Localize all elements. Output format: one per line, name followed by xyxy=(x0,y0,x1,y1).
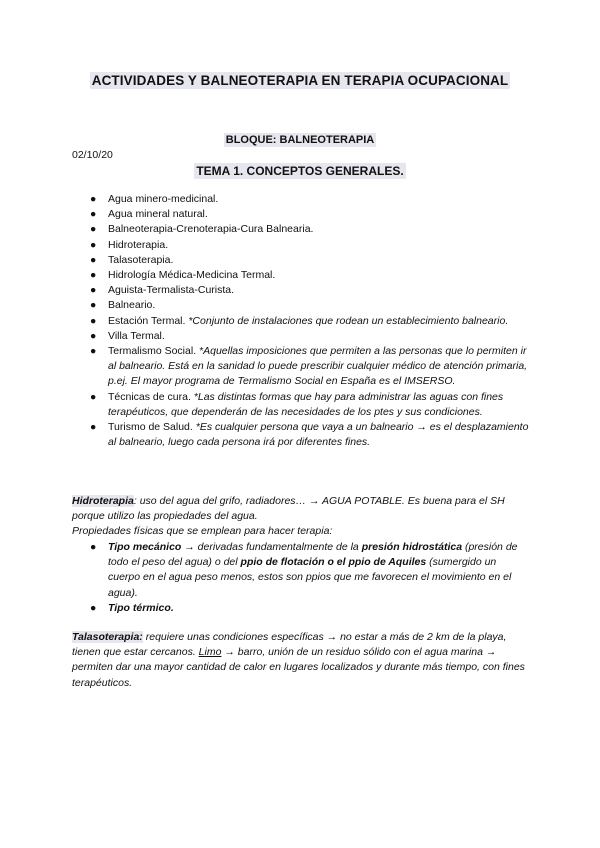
bullet-icon: ● xyxy=(90,269,97,282)
list-item xyxy=(90,298,530,313)
hidroterapia-text: : uso del agua del grifo, radiadores… → AGUA POTABLE. Es buena para el SH porque utilizo las propiedades del agua. xyxy=(72,495,505,523)
concept-note: *Las distintas formas que hay para administrar las aguas con fines terapéuticos, que dependerán de las necesidades de los ptes y sus condiciones. xyxy=(108,390,504,418)
property-term: Tipo térmico. xyxy=(108,601,174,614)
concept-note: *Aquellas imposiciones que permiten a las personas que lo permiten ir al balneario. Está en la sanidad lo puede prescribir cualquier médico de atención primaria, p.ej. El mayor programa de Termalismo Social en España es el IMSERSO. xyxy=(108,345,528,388)
bullet-icon: ● xyxy=(90,345,97,358)
list-item xyxy=(90,344,530,390)
concept-note: *Es cualquier persona que vaya a un balneario → es el desplazamiento al balneario, luego cada persona irá por diferentes fines. xyxy=(108,421,529,449)
concept-text: Estación Termal. xyxy=(108,314,189,327)
bullet-icon: ● xyxy=(90,390,97,403)
concepts-list xyxy=(90,192,530,450)
date-label: 02/10/20 xyxy=(72,149,113,161)
list-item xyxy=(90,283,530,298)
concept-text: Agua mineral natural. xyxy=(108,208,208,221)
concept-text: Técnicas de cura. xyxy=(108,390,194,403)
block-title-text: BLOQUE: BALNEOTERAPIA xyxy=(225,134,375,146)
bullet-icon: ● xyxy=(90,253,97,266)
concept-text: Termalismo Social. xyxy=(108,345,200,358)
talasoterapia-term: Talasoterapia: xyxy=(72,631,143,643)
document-title xyxy=(0,72,600,90)
concept-text: Aguista-Termalista-Curista. xyxy=(108,284,235,297)
list-item xyxy=(90,192,530,207)
hidroterapia-paragraph xyxy=(72,494,530,540)
talasoterapia-text: requiere unas condiciones específicas → no estar a más de 2 km de la playa, tienen que estar cercanos. xyxy=(72,631,507,659)
list-item xyxy=(90,222,530,237)
list-item xyxy=(90,314,530,329)
bullet-icon: ● xyxy=(90,329,97,342)
tema-title-text: TEMA 1. CONCEPTOS GENERALES. xyxy=(196,164,404,178)
list-item xyxy=(90,390,530,420)
concept-text: Talasoterapia. xyxy=(108,253,174,266)
property-text: → derivadas fundamentalmente de la xyxy=(181,541,362,553)
list-item xyxy=(90,601,530,616)
list-item xyxy=(90,329,530,344)
concept-text: Balneoterapia-Crenoterapia-Cura Balnearia. xyxy=(108,223,314,236)
block-title xyxy=(0,130,600,148)
list-item xyxy=(90,420,530,450)
concept-text: Turismo de Salud. xyxy=(108,421,196,434)
list-item xyxy=(90,238,530,253)
concept-text: Balneario. xyxy=(108,299,156,312)
bullet-icon: ● xyxy=(90,193,97,205)
property-text: (presión de todo el peso del agua) o del xyxy=(108,541,518,569)
list-item xyxy=(90,207,530,222)
concept-text: Hidrología Médica-Medicina Termal. xyxy=(108,269,276,282)
limo-term: Limo xyxy=(198,646,222,659)
bullet-icon: ● xyxy=(90,314,97,327)
concept-note: *Conjunto de instalaciones que rodean un establecimiento balneario. xyxy=(188,314,509,327)
talasoterapia-paragraph xyxy=(72,630,530,691)
list-item xyxy=(90,253,530,268)
concept-text: Villa Termal. xyxy=(108,329,165,342)
property-term: Tipo mecánico xyxy=(108,541,182,553)
document-title-text: ACTIVIDADES Y BALNEOTERAPIA EN TERAPIA OCUPACIONAL xyxy=(91,73,509,88)
properties-intro: Propiedades físicas que se emplean para hacer terapia: xyxy=(72,525,333,538)
talasoterapia-text-2: → barro, unión de un residuo sólido con el agua marina → permiten dar una mayor cantidad de calor en lugares localizados y durante más tiempo, con fines terapéuticos. xyxy=(72,646,525,689)
bullet-icon: ● xyxy=(90,421,97,434)
concept-text: Hidroterapia. xyxy=(108,238,169,251)
property-bold: ppio de flotación o el ppio de Aquiles xyxy=(240,556,427,569)
bullet-icon: ● xyxy=(90,541,97,553)
property-text: (sumergido un cuerpo en el agua peso menos, estos son ppios que me favorecen el movimiento en el agua). xyxy=(108,556,512,599)
bullet-icon: ● xyxy=(90,284,97,297)
bullet-icon: ● xyxy=(90,223,97,236)
bullet-icon: ● xyxy=(90,238,97,251)
property-bold: presión hidrostática xyxy=(361,541,463,553)
properties-list xyxy=(90,540,530,616)
list-item xyxy=(90,540,530,601)
bullet-icon: ● xyxy=(90,299,97,312)
bullet-icon: ● xyxy=(90,208,97,221)
hidroterapia-term: Hidroterapia xyxy=(72,495,134,507)
list-item xyxy=(90,268,530,283)
bullet-icon: ● xyxy=(90,601,97,614)
tema-title xyxy=(0,162,600,180)
concept-text: Agua minero-medicinal. xyxy=(108,193,219,205)
